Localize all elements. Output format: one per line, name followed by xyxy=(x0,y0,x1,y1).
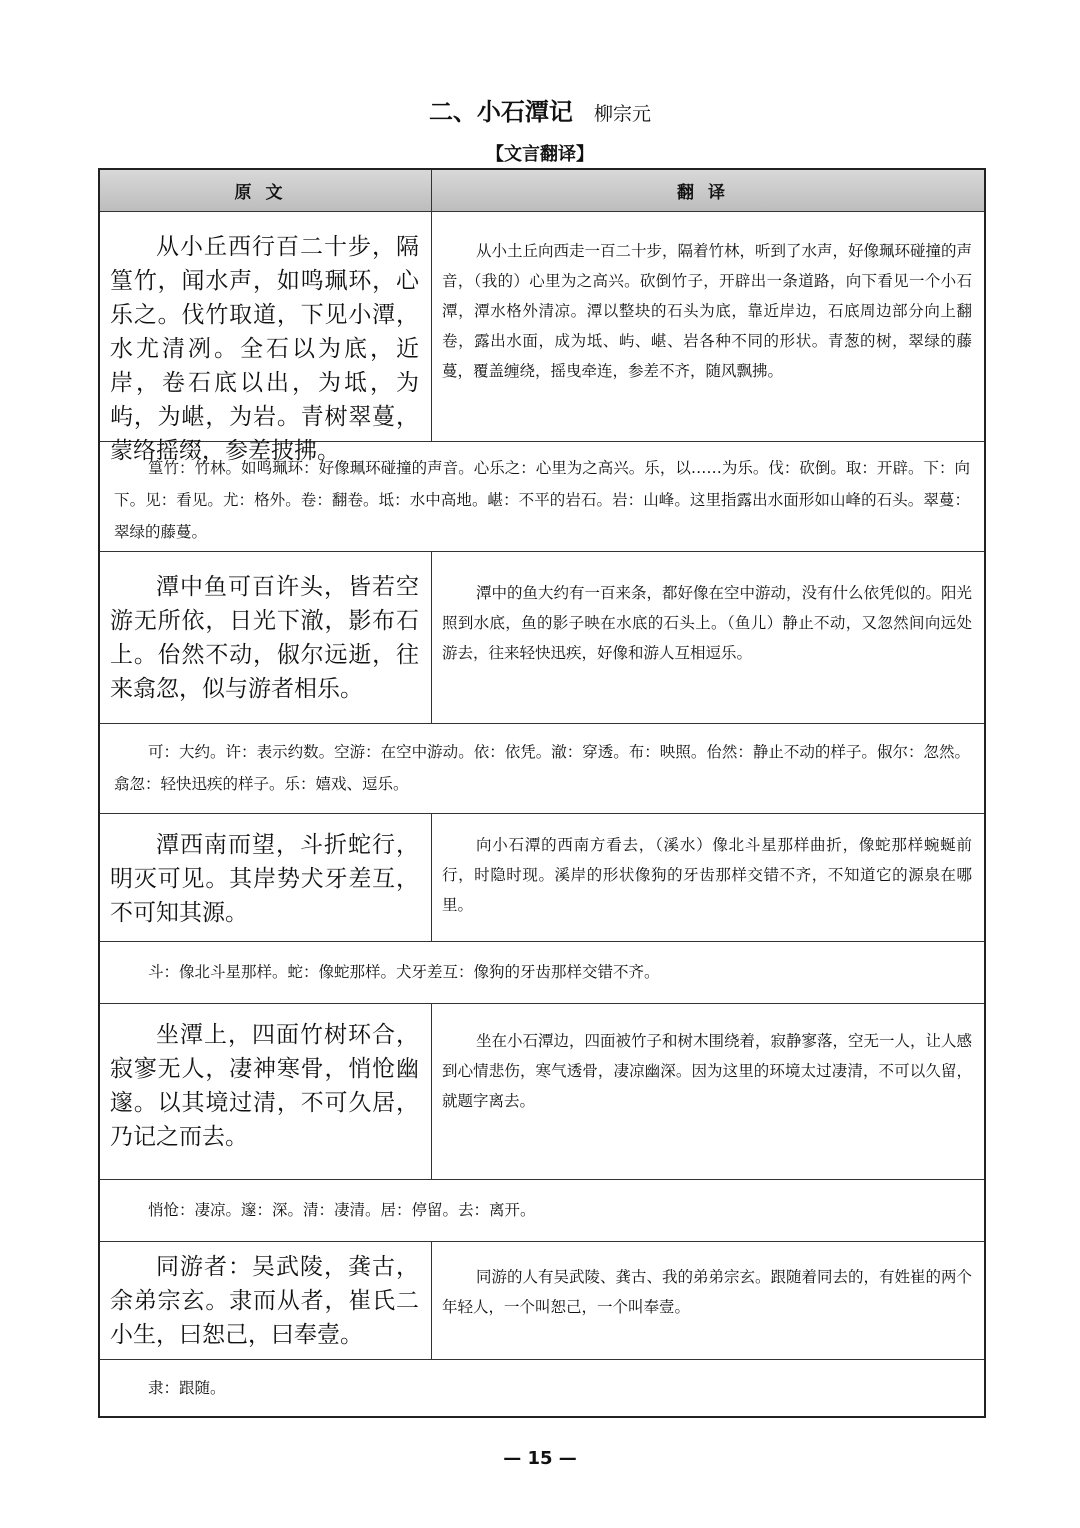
translation-text: 向小石潭的西南方看去，（溪水）像北斗星那样曲折，像蛇那样蜿蜒前行，时隐时现。溪岸的形状像狗的牙齿那样交错不齐，不知道它的源泉在哪里。 xyxy=(442,836,972,914)
translation-cell xyxy=(432,212,984,441)
header-translation: 翻译 xyxy=(677,183,739,203)
table-row xyxy=(100,552,984,724)
notes-text: 可：大约。许：表示约数。空游：在空中游动。依：依凭。澈：穿透。布：映照。佁然：静止不动的样子。俶尔：忽然。翕忽：轻快迅疾的样子。乐：嬉戏、逗乐。 xyxy=(114,743,970,793)
notes-row xyxy=(100,1360,984,1416)
section-subtitle: 【文言翻译】 xyxy=(486,144,594,165)
translation-cell xyxy=(432,1004,984,1179)
translation-cell xyxy=(432,552,984,723)
original-cell xyxy=(100,1242,432,1359)
notes-text: 隶：跟随。 xyxy=(148,1379,226,1397)
notes-row xyxy=(100,442,984,552)
page-number: — 15 — xyxy=(503,1448,577,1469)
original-cell xyxy=(100,1004,432,1179)
original-text: 同游者：吴武陵，龚古，余弟宗玄。隶而从者，崔氏二小生，曰恕己，曰奉壹。 xyxy=(110,1254,419,1348)
title-row xyxy=(0,92,1080,128)
header-original: 原文 xyxy=(100,170,432,211)
translation-table xyxy=(98,168,986,1418)
notes-row xyxy=(100,1180,984,1242)
translation-text: 潭中的鱼大约有一百来条，都好像在空中游动，没有什么依凭似的。阳光照到水底，鱼的影子映在水底的石头上。（鱼儿）静止不动，又忽然间向远处游去，往来轻快迅疾，好像和游人互相逗乐。 xyxy=(442,584,973,662)
original-cell xyxy=(100,814,432,941)
translation-text: 从小土丘向西走一百二十步，隔着竹林，听到了水声，好像珮环碰撞的声音，（我的）心里为之高兴。砍倒竹子，开辟出一条道路，向下看见一个小石潭，潭水格外清凉。潭以整块的石头为底，靠近岸边，石底周边部分向上翻卷，露出水面，成为坻、屿、嵁、岩各种不同的形状。青葱的树，翠绿的藤蔓，覆盖缠绕，摇曳牵连，参差不齐，随风飘拂。 xyxy=(442,242,973,380)
original-text: 从小丘西行百二十步，隔篁竹，闻水声，如鸣珮环，心乐之。伐竹取道，下见小潭，水尤清冽。全石以为底，近岸，卷石底以出，为坻，为屿，为嵁，为岩。青树翠蔓，蒙络摇缀，参差披拂。 xyxy=(110,234,419,464)
translation-text: 坐在小石潭边，四面被竹子和树木围绕着，寂静寥落，空无一人，让人感到心情悲伤，寒气透骨，凄凉幽深。因为这里的环境太过凄清，不可以久留，就题字离去。 xyxy=(442,1032,973,1110)
table-row xyxy=(100,814,984,942)
notes-text: 悄怆：凄凉。邃：深。清：凄清。居：停留。去：离开。 xyxy=(148,1201,536,1219)
notes-row xyxy=(100,724,984,814)
table-row xyxy=(100,1004,984,1180)
original-cell xyxy=(100,552,432,723)
translation-cell xyxy=(432,814,984,941)
author: 柳宗元 xyxy=(594,103,652,125)
table-row xyxy=(100,1242,984,1360)
translation-text: 同游的人有吴武陵、龚古、我的弟弟宗玄。跟随着同去的，有姓崔的两个年轻人，一个叫恕己，一个叫奉壹。 xyxy=(442,1268,973,1316)
translation-cell xyxy=(432,1242,984,1359)
table-header-row xyxy=(100,170,984,212)
original-text: 潭西南而望，斗折蛇行，明灭可见。其岸势犬牙差互，不可知其源。 xyxy=(110,832,419,926)
notes-text: 篁竹：竹林。如鸣珮环：好像珮环碰撞的声音。心乐之：心里为之高兴。乐，以……为乐。伐：砍倒。取：开辟。下：向下。见：看见。尤：格外。卷：翻卷。坻：水中高地。嵁：不平的岩石。岩：山峰。这里指露出水面形如山峰的石头。翠蔓：翠绿的藤蔓。 xyxy=(114,459,970,541)
notes-text: 斗：像北斗星那样。蛇：像蛇那样。犬牙差互：像狗的牙齿那样交错不齐。 xyxy=(148,963,660,981)
page-title: 二、小石潭记 xyxy=(428,98,573,126)
original-cell xyxy=(100,212,432,464)
original-text: 坐潭上，四面竹树环合，寂寥无人，凄神寒骨，悄怆幽邃。以其境过清，不可久居，乃记之而去。 xyxy=(110,1022,419,1150)
notes-row xyxy=(100,942,984,1004)
table-row xyxy=(100,212,984,464)
original-text: 潭中鱼可百许头，皆若空游无所依，日光下澈，影布石上。佁然不动，俶尔远逝，往来翕忽，似与游者相乐。 xyxy=(110,574,419,702)
